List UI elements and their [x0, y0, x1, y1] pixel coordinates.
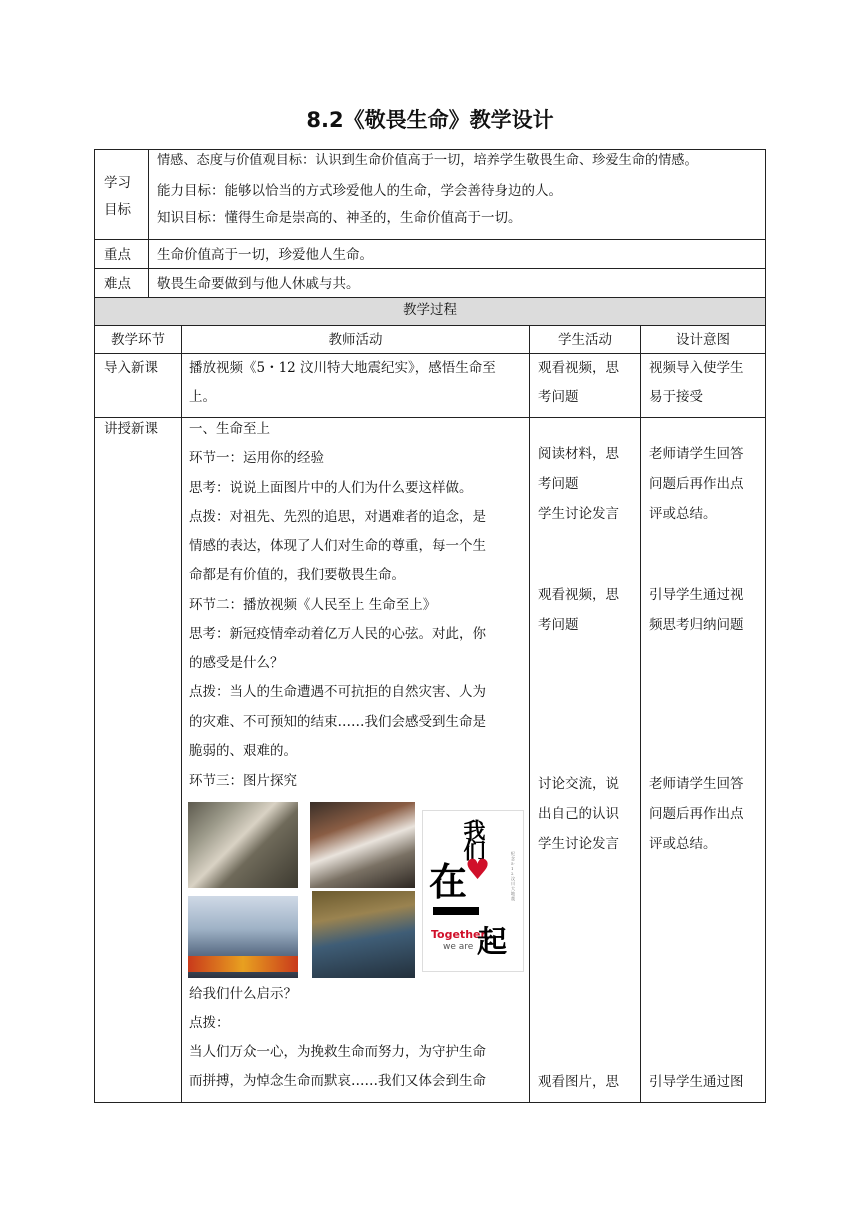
intro-teacher-line: 上。 [189, 389, 216, 405]
intent-line: 评或总结。 [649, 506, 717, 522]
teacher-line: 脆弱的、艰难的。 [189, 743, 297, 759]
teacher-line: 一、生命至上 [189, 421, 270, 437]
student-line: 考问题 [538, 617, 579, 633]
document-title: 8.2《敬畏生命》教学设计 [306, 108, 554, 132]
teacher-line: 给我们什么启示？ [189, 986, 297, 1002]
teacher-line: 点拨：对祖先、先烈的追思，对遇难者的追念，是 [189, 509, 486, 525]
teacher-line: 的感受是什么？ [189, 655, 284, 671]
poster-english: Together [431, 928, 486, 941]
intent-line: 引导学生通过图 [649, 1074, 744, 1090]
intro-intent-line: 视频导入使学生 [649, 360, 744, 376]
intro-intent-line: 易于接受 [649, 389, 703, 405]
teacher-line: 环节一：运用你的经验 [189, 450, 324, 466]
teacher-line: 情感的表达，体现了人们对生命的尊重，每一个生 [189, 538, 486, 554]
difficulty-label: 难点 [104, 276, 131, 292]
intent-line: 引导学生通过视 [649, 587, 744, 603]
student-line: 阅读材料，思 [538, 446, 619, 462]
objective-affective: 情感、态度与价值观目标：认识到生命价值高于一切，培养学生敬畏生命、珍爱生命的情感。 [157, 153, 698, 168]
surgery-photo [312, 891, 415, 978]
rescue-photo-2 [310, 802, 415, 888]
intent-line: 问题后再作出点 [649, 476, 744, 492]
column-header-teacher: 教师活动 [328, 332, 383, 348]
process-header: 教学过程 [403, 302, 457, 318]
teacher-line: 当人们万众一心，为挽救生命而努力，为守护生命 [189, 1044, 486, 1060]
objectives-label: 学习 [104, 175, 131, 191]
poster-english: we are [443, 942, 474, 952]
column-header-stage: 教学环节 [111, 332, 165, 348]
intro-stage: 导入新课 [104, 360, 158, 376]
intent-line: 评或总结。 [649, 836, 717, 852]
objectives-label: 目标 [104, 202, 131, 218]
teacher-line: 命都是有价值的，我们要敬畏生命。 [189, 567, 405, 583]
intro-student-line: 考问题 [538, 389, 579, 405]
student-line: 观看视频，思 [538, 587, 619, 603]
lecture-stage: 讲授新课 [104, 421, 158, 437]
medical-team-photo [188, 896, 298, 978]
poster-title: 我们 [460, 819, 485, 859]
teacher-line: 环节二：播放视频《人民至上 生命至上》 [189, 597, 437, 613]
column-header-intent: 设计意图 [676, 332, 730, 348]
student-line: 学生讨论发言 [538, 506, 619, 522]
intro-teacher-line: 播放视频《5・12 汶川特大地震纪实》，感悟生命至 [189, 360, 496, 376]
poster-title: 在 [429, 860, 468, 904]
teacher-line: 的灾难、不可预知的结束……我们会感受到生命是 [189, 714, 486, 730]
student-line: 讨论交流，说 [538, 776, 619, 792]
intent-line: 老师请学生回答 [649, 446, 744, 462]
objective-knowledge: 知识目标：懂得生命是崇高的、神圣的，生命价值高于一切。 [157, 210, 522, 226]
teacher-line: 而拼搏，为悼念生命而默哀……我们又体会到生命 [189, 1073, 486, 1089]
together-poster [422, 810, 524, 972]
poster-bar [433, 907, 479, 915]
student-line: 观看图片，思 [538, 1074, 619, 1090]
teacher-line: 点拨：当人的生命遭遇不可抗拒的自然灾害、人为 [189, 684, 486, 700]
poster-title: 起 [477, 925, 507, 960]
objective-ability: 能力目标：能够以恰当的方式珍爱他人的生命，学会善待身边的人。 [157, 183, 562, 199]
key-point-text: 生命价值高于一切，珍爱他人生命。 [157, 247, 373, 263]
heart-icon: ♥ [465, 853, 491, 886]
teacher-line: 思考：新冠疫情牵动着亿万人民的心弦。对此，你 [189, 626, 486, 642]
student-line: 考问题 [538, 476, 579, 492]
poster-vertical-text: 纪念5·12汶川大地震 [511, 851, 515, 901]
intent-line: 老师请学生回答 [649, 776, 744, 792]
rescue-photo-1 [188, 802, 298, 888]
column-header-student: 学生活动 [558, 332, 612, 348]
difficulty-text: 敬畏生命要做到与他人休戚与共。 [157, 276, 360, 292]
teacher-line: 点拨： [189, 1015, 230, 1031]
intro-student-line: 观看视频，思 [538, 360, 619, 376]
teacher-line: 思考：说说上面图片中的人们为什么要这样做。 [189, 480, 473, 496]
teacher-line: 环节三：图片探究 [189, 773, 297, 789]
student-line: 出自己的认识 [538, 806, 619, 822]
student-line: 学生讨论发言 [538, 836, 619, 852]
intent-line: 频思考归纳问题 [649, 617, 744, 633]
intent-line: 问题后再作出点 [649, 806, 744, 822]
key-point-label: 重点 [104, 247, 131, 263]
